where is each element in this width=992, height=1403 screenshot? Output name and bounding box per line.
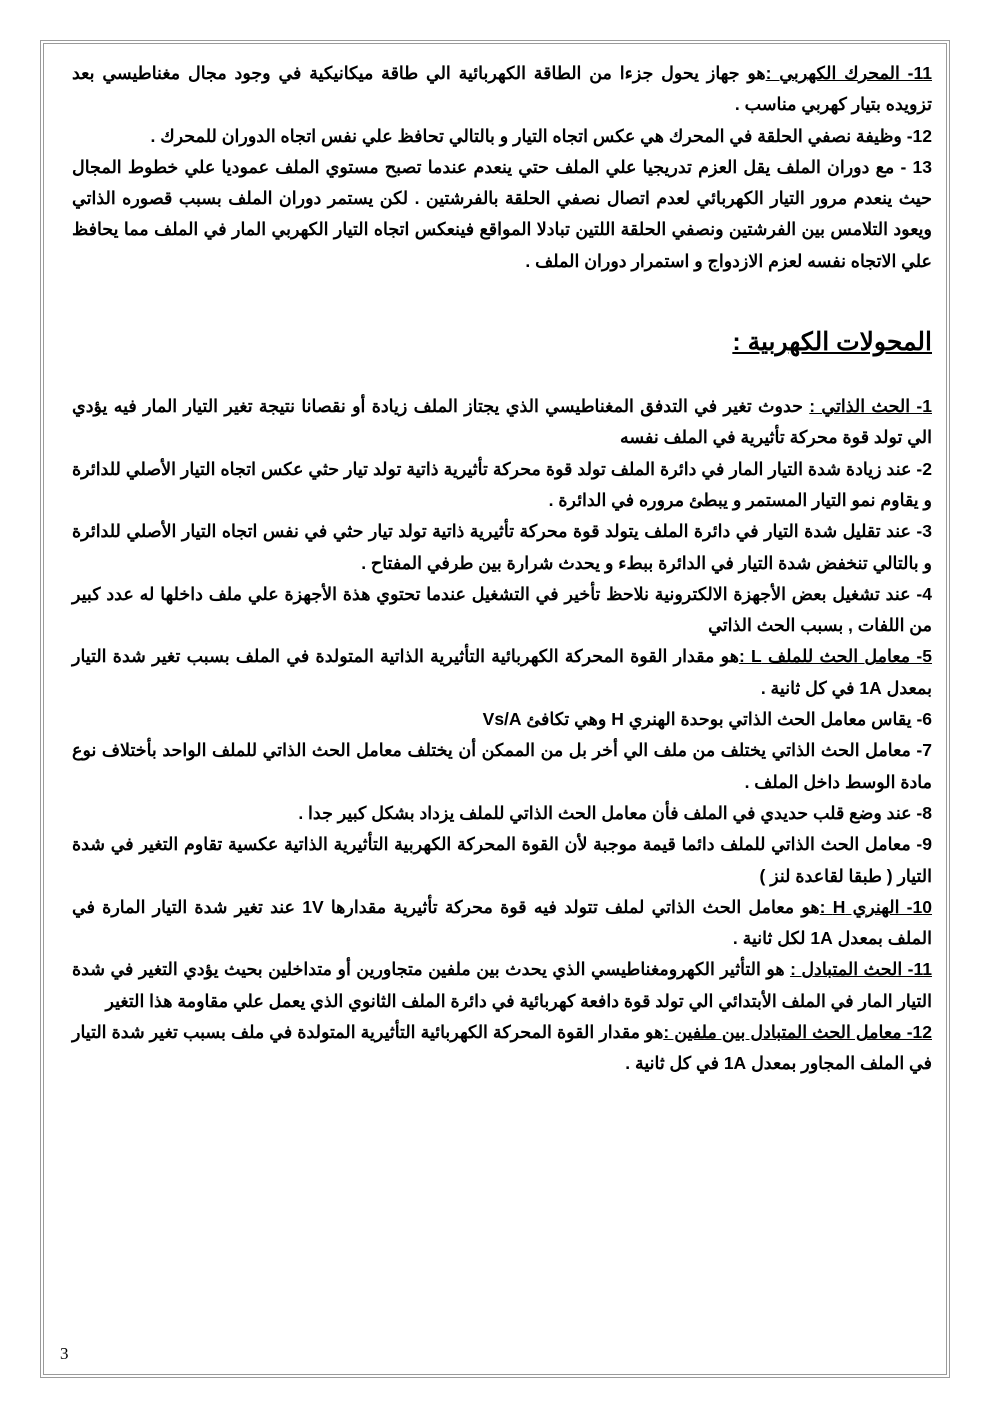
paragraph-item [72,704,932,735]
paragraph-text: 3- عند تقليل شدة التيار في دائرة الملف يتولد قوة محركة تأثيرية ذاتية تولد تيار حثي في نفس اتجاه التيار الأصلي للدائرة و بالتالي تنخفض شدة التيار في الدائرة ببطء و يحدث شرارة بين طرفي المفتاح . [72,521,932,573]
term-label: 11- المحرك الكهربي : [765,63,932,83]
paragraph-item [72,516,932,579]
paragraph-item [72,152,932,277]
page-number: 3 [60,1344,69,1363]
paragraph-item [72,798,932,829]
paragraph-item [72,391,932,454]
paragraph-item [72,58,932,121]
paragraph-text: 13 - مع دوران الملف يقل العزم تدريجيا علي الملف حتي ينعدم عندما تصبح مستوي الملف عموديا علي خطوط المجال حيث ينعدم مرور التيار الكهربائي لعدم اتصال نصفي الحلقة بالفرشتين . لكن يستمر دوران الملف بسبب قصوره الذاتي ويعود التلامس بين الفرشتين ونصفي الحلقة اللتين تبادلا المواقع فينعكس اتجاه التيار الكهربي المار في الملف مما يحافظ علي الاتجاه نفسه لعزم الازدواج و استمرار دوران الملف . [72,156,932,271]
paragraph-item [72,579,932,642]
term-label: 11- الحث المتبادل : [790,959,932,980]
paragraph-text: هو مقدار القوة المحركة الكهربائية التأثيرية الذاتية المتولدة في الملف بسبب تغير شدة التيار بمعدل 1A في كل ثانية . [72,646,932,698]
term-label: 1- الحث الذاتي : [809,396,932,417]
paragraph-text: 2- عند زيادة شدة التيار المار في دائرة الملف تولد قوة محركة تأثيرية ذاتية تولد تيار حثي عكس اتجاه التيار الأصلي للدائرة و يقاوم نمو التيار المستمر و يبطئ مروره في الدائرة . [72,458,932,510]
transformer-section [72,391,932,1080]
paragraph-item [72,641,932,704]
paragraph-item [72,121,932,152]
paragraph-item [72,454,932,517]
paragraph-text: 7- معامل الحث الذاتي يختلف من ملف الي أخر بل من الممكن أن يختلف معامل الحث الذاتي للملف الواحد بأختلاف نوع مادة الوسط داخل الملف . [72,740,932,792]
paragraph-text: 9- معامل الحث الذاتي للملف دائما قيمة موجبة لأن القوة المحركة الكهربية التأثيرية الذاتية عكسية تقاوم التغير في شدة التيار ( طبقا لقاعدة لنز ) [72,834,932,886]
paragraph-item [72,829,932,892]
paragraph-text: هو مقدار القوة المحركة الكهربائية التأثيرية المتولدة في ملف بسبب تغير شدة التيار في الملف المجاور بمعدل 1A في كل ثانية . [72,1022,932,1074]
document-body [72,58,932,1080]
motor-section [72,58,932,277]
section-heading: المحولات الكهربية : [732,328,932,357]
term-label: 10- الهنري H : [819,896,932,917]
term-label: 12- معامل الحث المتبادل بين ملفين : [663,1022,932,1043]
paragraph-item [72,892,932,955]
paragraph-text: هو معامل الحث الذاتي لملف تتولد فيه قوة محركة تأثيرية مقدارها 1V عند تغير شدة التيار المارة في الملف بمعدل 1A لكل ثانية . [72,896,932,949]
paragraph-item [72,1017,932,1080]
paragraph-text: هو التأثير الكهرومغناطيسي الذي يحدث بين ملفين متجاورين أو متداخلين بحيث يؤدي التغير في شدة التيار المار في الملف الأبتدائي الي تولد قوة دافعة كهربائية في دائرة الملف الثانوي الذي يعمل علي مقاومة هذا التغير [72,959,932,1011]
paragraph-text: 12- وظيفة نصفي الحلقة في المحرك هي عكس اتجاه التيار و بالتالي تحافظ علي نفس اتجاه الدوران للمحرك . [150,125,932,146]
paragraph-text: 4- عند تشغيل بعض الأجهزة الالكترونية نلاحظ تأخير في التشغيل عندما تحتوي هذة الأجهزة علي ملف داخلها له عدد كبير من اللفات , بسبب الحث الذاتي [72,583,932,636]
paragraph-text: 8- عند وضع قلب حديدي في الملف فأن معامل الحث الذاتي للملف يزداد بشكل كبير جدا . [298,802,932,823]
paragraph-text: هو جهاز يحول جزءا من الطاقة الكهربائية الي طاقة ميكانيكية في وجود مجال مغناطيسي بعد تزويده بتيار كهربي مناسب . [72,63,932,115]
paragraph-text: 6- يقاس معامل الحث الذاتي بوحدة الهنري H وهي تكافئ Vs/A [482,709,932,730]
paragraph-item [72,954,932,1017]
term-label: 5- معامل الحث للملف L : [738,646,932,667]
paragraph-item [72,735,932,798]
paragraph-text: حدوث تغير في التدفق المغناطيسي الذي يجتاز الملف زيادة أو نقصانا نتيجة تغير التيار المار فيه يؤدي الي تولد قوة محركة تأثيرية في الملف نفسه [72,396,932,448]
